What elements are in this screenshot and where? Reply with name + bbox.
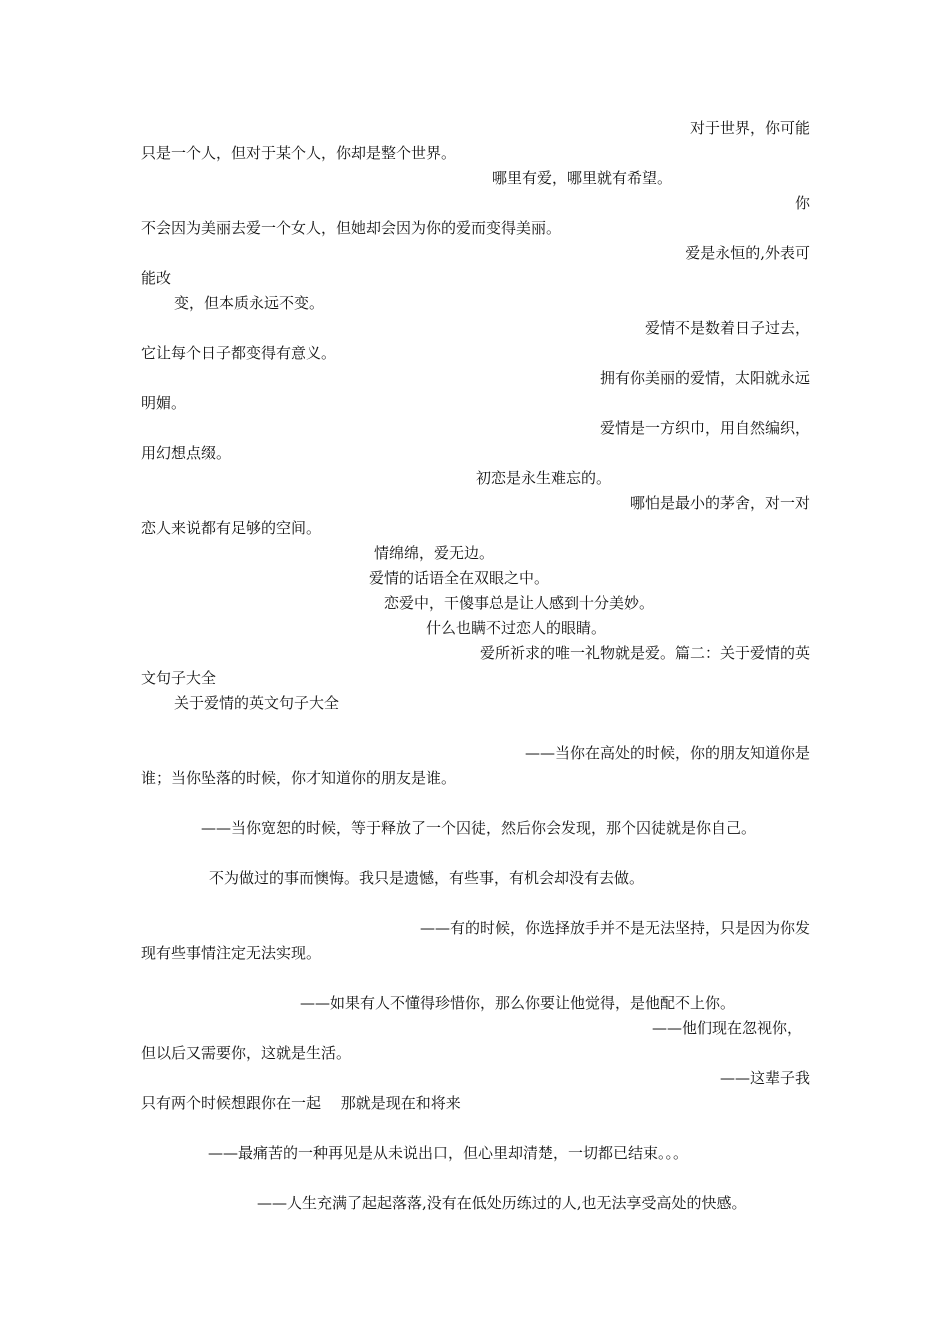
text-line: ——这辈子我 — [719, 1069, 810, 1087]
text-line: 爱是永恒的,外表可 — [685, 244, 810, 262]
text-line: 爱情不是数着日子过去， — [644, 319, 810, 337]
text-line: 不为做过的事而懊悔。我只是遗憾，有些事，有机会却没有去做。 — [209, 869, 645, 887]
text-line: 哪怕是最小的茅舍，对一对 — [629, 494, 810, 512]
text-line: ——有的时候，你选择放手并不是无法坚持，只是因为你发 — [419, 919, 810, 937]
text-line: 什么也瞒不过恋人的眼睛。 — [426, 619, 607, 637]
text-line: ——他们现在忽视你， — [651, 1019, 802, 1037]
text-line: 爱情的话语全在双眼之中。 — [369, 569, 550, 587]
text-line: 只有两个时候想跟你在一起 那就是现在和将来 — [141, 1094, 461, 1112]
text-line: 变，但本质永远不变。 — [174, 294, 325, 312]
text-line: 爱情是一方织巾，用自然编织， — [599, 419, 810, 437]
text-line: 爱所祈求的唯一礼物就是爱。篇二：关于爱情的英 — [479, 644, 810, 662]
text-line: 谁；当你坠落的时候，你才知道你的朋友是谁。 — [141, 769, 457, 787]
text-line: 但以后又需要你，这就是生活。 — [141, 1044, 352, 1062]
text-line: ——如果有人不懂得珍惜你，那么你要让他觉得，是他配不上你。 — [300, 994, 736, 1012]
text-line: ——最痛苦的一种再见是从未说出口，但心里却清楚，一切都已结束。。。 — [208, 1144, 689, 1162]
text-line: 对于世界，你可能 — [689, 119, 810, 137]
text-line: 你 — [794, 194, 810, 212]
text-line: ——人生充满了起起落落,没有在低处历练过的人,也无法享受高处的快感。 — [257, 1194, 747, 1212]
text-line: ——当你在高处的时候，你的朋友知道你是 — [524, 744, 810, 762]
text-line: 现有些事情注定无法实现。 — [141, 944, 322, 962]
text-line: 拥有你美丽的爱情，太阳就永远 — [599, 369, 810, 387]
text-line: 恋爱中，干傻事总是让人感到十分美妙。 — [384, 594, 655, 612]
text-line: 明媚。 — [141, 394, 187, 412]
text-line: 用幻想点缀。 — [141, 444, 232, 462]
text-line: 只是一个人，但对于某个人，你却是整个世界。 — [141, 144, 457, 162]
text-line: 它让每个日子都变得有意义。 — [141, 344, 337, 362]
section-heading: 关于爱情的英文句子大全 — [174, 694, 340, 712]
text-line: 情绵绵，爱无边。 — [374, 544, 495, 562]
text-line: 能改 — [141, 269, 172, 287]
text-line: 恋人来说都有足够的空间。 — [141, 519, 322, 537]
text-line: 初恋是永生难忘的。 — [476, 469, 612, 487]
text-line: 文句子大全 — [141, 669, 217, 687]
text-line: ——当你宽恕的时候，等于释放了一个囚徒，然后你会发现，那个囚徒就是你自己。 — [201, 819, 757, 837]
text-line: 哪里有爱，哪里就有希望。 — [492, 169, 673, 187]
text-line: 不会因为美丽去爱一个女人，但她却会因为你的爱而变得美丽。 — [141, 219, 562, 237]
